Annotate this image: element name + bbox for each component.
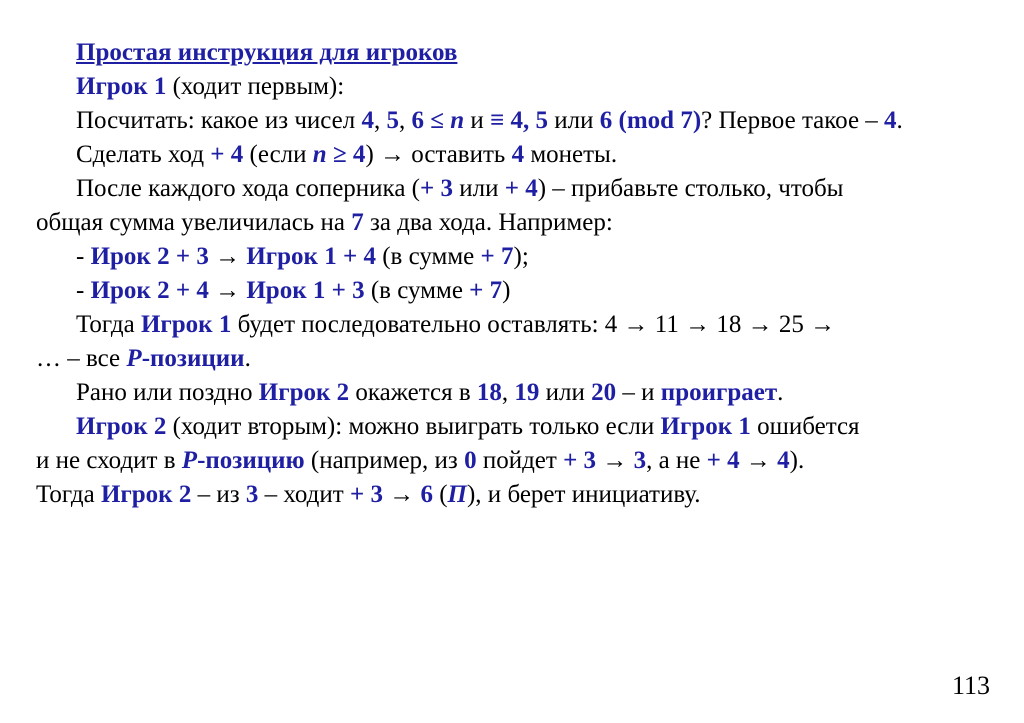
highlighted-text: + 4 xyxy=(342,243,376,270)
highlighted-text: 4 xyxy=(777,447,790,474)
text-span: – и xyxy=(616,379,661,406)
text-span: или xyxy=(548,107,600,134)
highlighted-text: Ирок 1 xyxy=(246,277,326,304)
text-span: ? Первое такое – xyxy=(701,107,885,134)
text-span: за два хода. Например: xyxy=(363,209,613,236)
text-span: ( xyxy=(432,481,448,508)
highlighted-text: -позицию xyxy=(197,447,305,474)
highlighted-text: 6 xyxy=(599,107,613,134)
text-line xyxy=(36,308,996,342)
text-span: Рано или поздно xyxy=(76,379,259,406)
text-line xyxy=(36,376,996,410)
highlighted-text: + 3 xyxy=(563,447,597,474)
text-line xyxy=(36,444,996,478)
text-span: – ходит xyxy=(258,481,350,508)
highlighted-text: 19 xyxy=(514,379,540,406)
text-line xyxy=(36,240,996,274)
highlighted-text: 3 xyxy=(245,481,259,508)
highlighted-text: P xyxy=(181,447,198,474)
text-span: Сделать ход xyxy=(76,141,211,168)
text-span: , а не xyxy=(646,447,707,474)
highlighted-text: 0 xyxy=(464,447,477,474)
text-span: или xyxy=(453,175,505,202)
highlighted-text: ≡ 4, 5 xyxy=(490,107,549,134)
text-span: ). xyxy=(789,447,805,474)
text-span: , xyxy=(501,379,515,406)
highlighted-text: + 3 xyxy=(175,243,209,270)
text-span: общая сумма увеличилась на xyxy=(36,209,352,236)
text-line xyxy=(36,70,996,104)
highlighted-text: + 7 xyxy=(469,277,503,304)
highlighted-text: Игрок 1 xyxy=(246,243,337,270)
text-span: ), и берет инициативу. xyxy=(466,481,701,508)
text-span: окажется в xyxy=(349,379,477,406)
text-span: ) xyxy=(502,277,511,304)
text-span: . xyxy=(244,345,251,372)
highlighted-text: + 4 xyxy=(706,447,740,474)
highlighted-text: 4 xyxy=(511,141,525,168)
text-line xyxy=(36,274,996,308)
highlighted-text: П xyxy=(447,481,467,508)
text-span: … – все xyxy=(36,345,127,372)
text-span: , xyxy=(399,107,412,134)
text-line xyxy=(36,478,996,512)
highlighted-text: Игрок 2 xyxy=(258,379,350,406)
highlighted-text: Игрок 2 xyxy=(76,413,167,440)
highlighted-text: + 3 xyxy=(420,175,453,202)
text-line xyxy=(36,342,996,376)
highlighted-text: + 4 xyxy=(210,141,244,168)
highlighted-text: 6 ≤ xyxy=(411,107,451,134)
highlighted-text: + 3 xyxy=(349,481,383,508)
text-span: и xyxy=(464,107,491,134)
text-line xyxy=(36,206,996,240)
text-span: (в сумме xyxy=(375,243,481,270)
highlighted-text: Ирок 2 xyxy=(90,277,170,304)
text-span: → xyxy=(382,481,421,508)
highlighted-text: 4 xyxy=(361,107,374,134)
highlighted-text: Ирок 2 xyxy=(90,243,170,270)
highlighted-text: 18 xyxy=(476,379,502,406)
text-span: , xyxy=(374,107,387,134)
highlighted-text: Игрок 1 xyxy=(660,413,751,440)
highlighted-text: 4 xyxy=(884,107,897,134)
highlighted-text: P xyxy=(126,345,142,372)
text-span: пойдет xyxy=(476,447,564,474)
slide-title: Простая инструкция для игроков xyxy=(76,39,458,66)
text-span: → xyxy=(739,447,778,474)
highlighted-text: -позиции xyxy=(141,345,245,372)
text-span: . xyxy=(896,107,903,134)
text-span: (ходит вторым): можно выиграть только если xyxy=(166,413,661,440)
highlighted-text: 6 xyxy=(420,481,433,508)
text-span: ) – прибавьте столько, чтобы xyxy=(537,175,844,202)
slide-content xyxy=(36,36,996,512)
text-span: или xyxy=(539,379,592,406)
highlighted-text: ≥ 4 xyxy=(326,141,366,168)
text-body xyxy=(36,70,996,512)
text-span: После каждого хода соперника ( xyxy=(76,175,420,202)
page-number: 113 xyxy=(951,671,990,700)
highlighted-text: + 3 xyxy=(331,277,365,304)
text-span: (ходит первым): xyxy=(166,73,345,100)
text-line xyxy=(36,104,996,138)
text-span: – из xyxy=(191,481,246,508)
text-span: монеты. xyxy=(524,141,618,168)
highlighted-text: + 7 xyxy=(480,243,514,270)
text-span: Посчитать: какое из чисел xyxy=(76,107,362,134)
highlighted-text: 5 xyxy=(386,107,399,134)
text-line xyxy=(36,138,996,172)
text-span: Тогда xyxy=(36,481,101,508)
highlighted-text: + 4 xyxy=(504,175,538,202)
highlighted-text: Игрок 2 xyxy=(100,481,192,508)
highlighted-text: Игрок 1 xyxy=(140,311,232,338)
text-span: ) → оставить xyxy=(365,141,512,168)
text-span: → xyxy=(208,277,247,304)
highlighted-text: проиграет xyxy=(660,379,778,406)
text-span: будет последовательно оставлять: 4 → 11 → 18 → 25 → xyxy=(231,311,836,338)
highlighted-text: 7 xyxy=(351,209,364,236)
text-span: ); xyxy=(513,243,529,270)
text-span: ошибется xyxy=(750,413,860,440)
highlighted-text: n xyxy=(450,107,465,134)
text-span: → xyxy=(208,243,247,270)
text-span: и не сходит в xyxy=(36,447,182,474)
text-span: - xyxy=(76,243,91,270)
text-span: (например, из xyxy=(304,447,465,474)
highlighted-text: + 4 xyxy=(175,277,209,304)
text-span: Тогда xyxy=(76,311,141,338)
text-span: → xyxy=(596,447,634,474)
text-line xyxy=(36,410,996,444)
text-line xyxy=(36,172,996,206)
highlighted-text: 20 xyxy=(591,379,617,406)
text-span: - xyxy=(76,277,91,304)
highlighted-text: (mod 7) xyxy=(618,107,702,134)
text-span: (в сумме xyxy=(364,277,470,304)
highlighted-text: Игрок 1 xyxy=(76,73,167,100)
text-span: (если xyxy=(243,141,313,168)
highlighted-text: n xyxy=(312,141,327,168)
text-span: . xyxy=(777,379,784,406)
highlighted-text: 3 xyxy=(633,447,647,474)
